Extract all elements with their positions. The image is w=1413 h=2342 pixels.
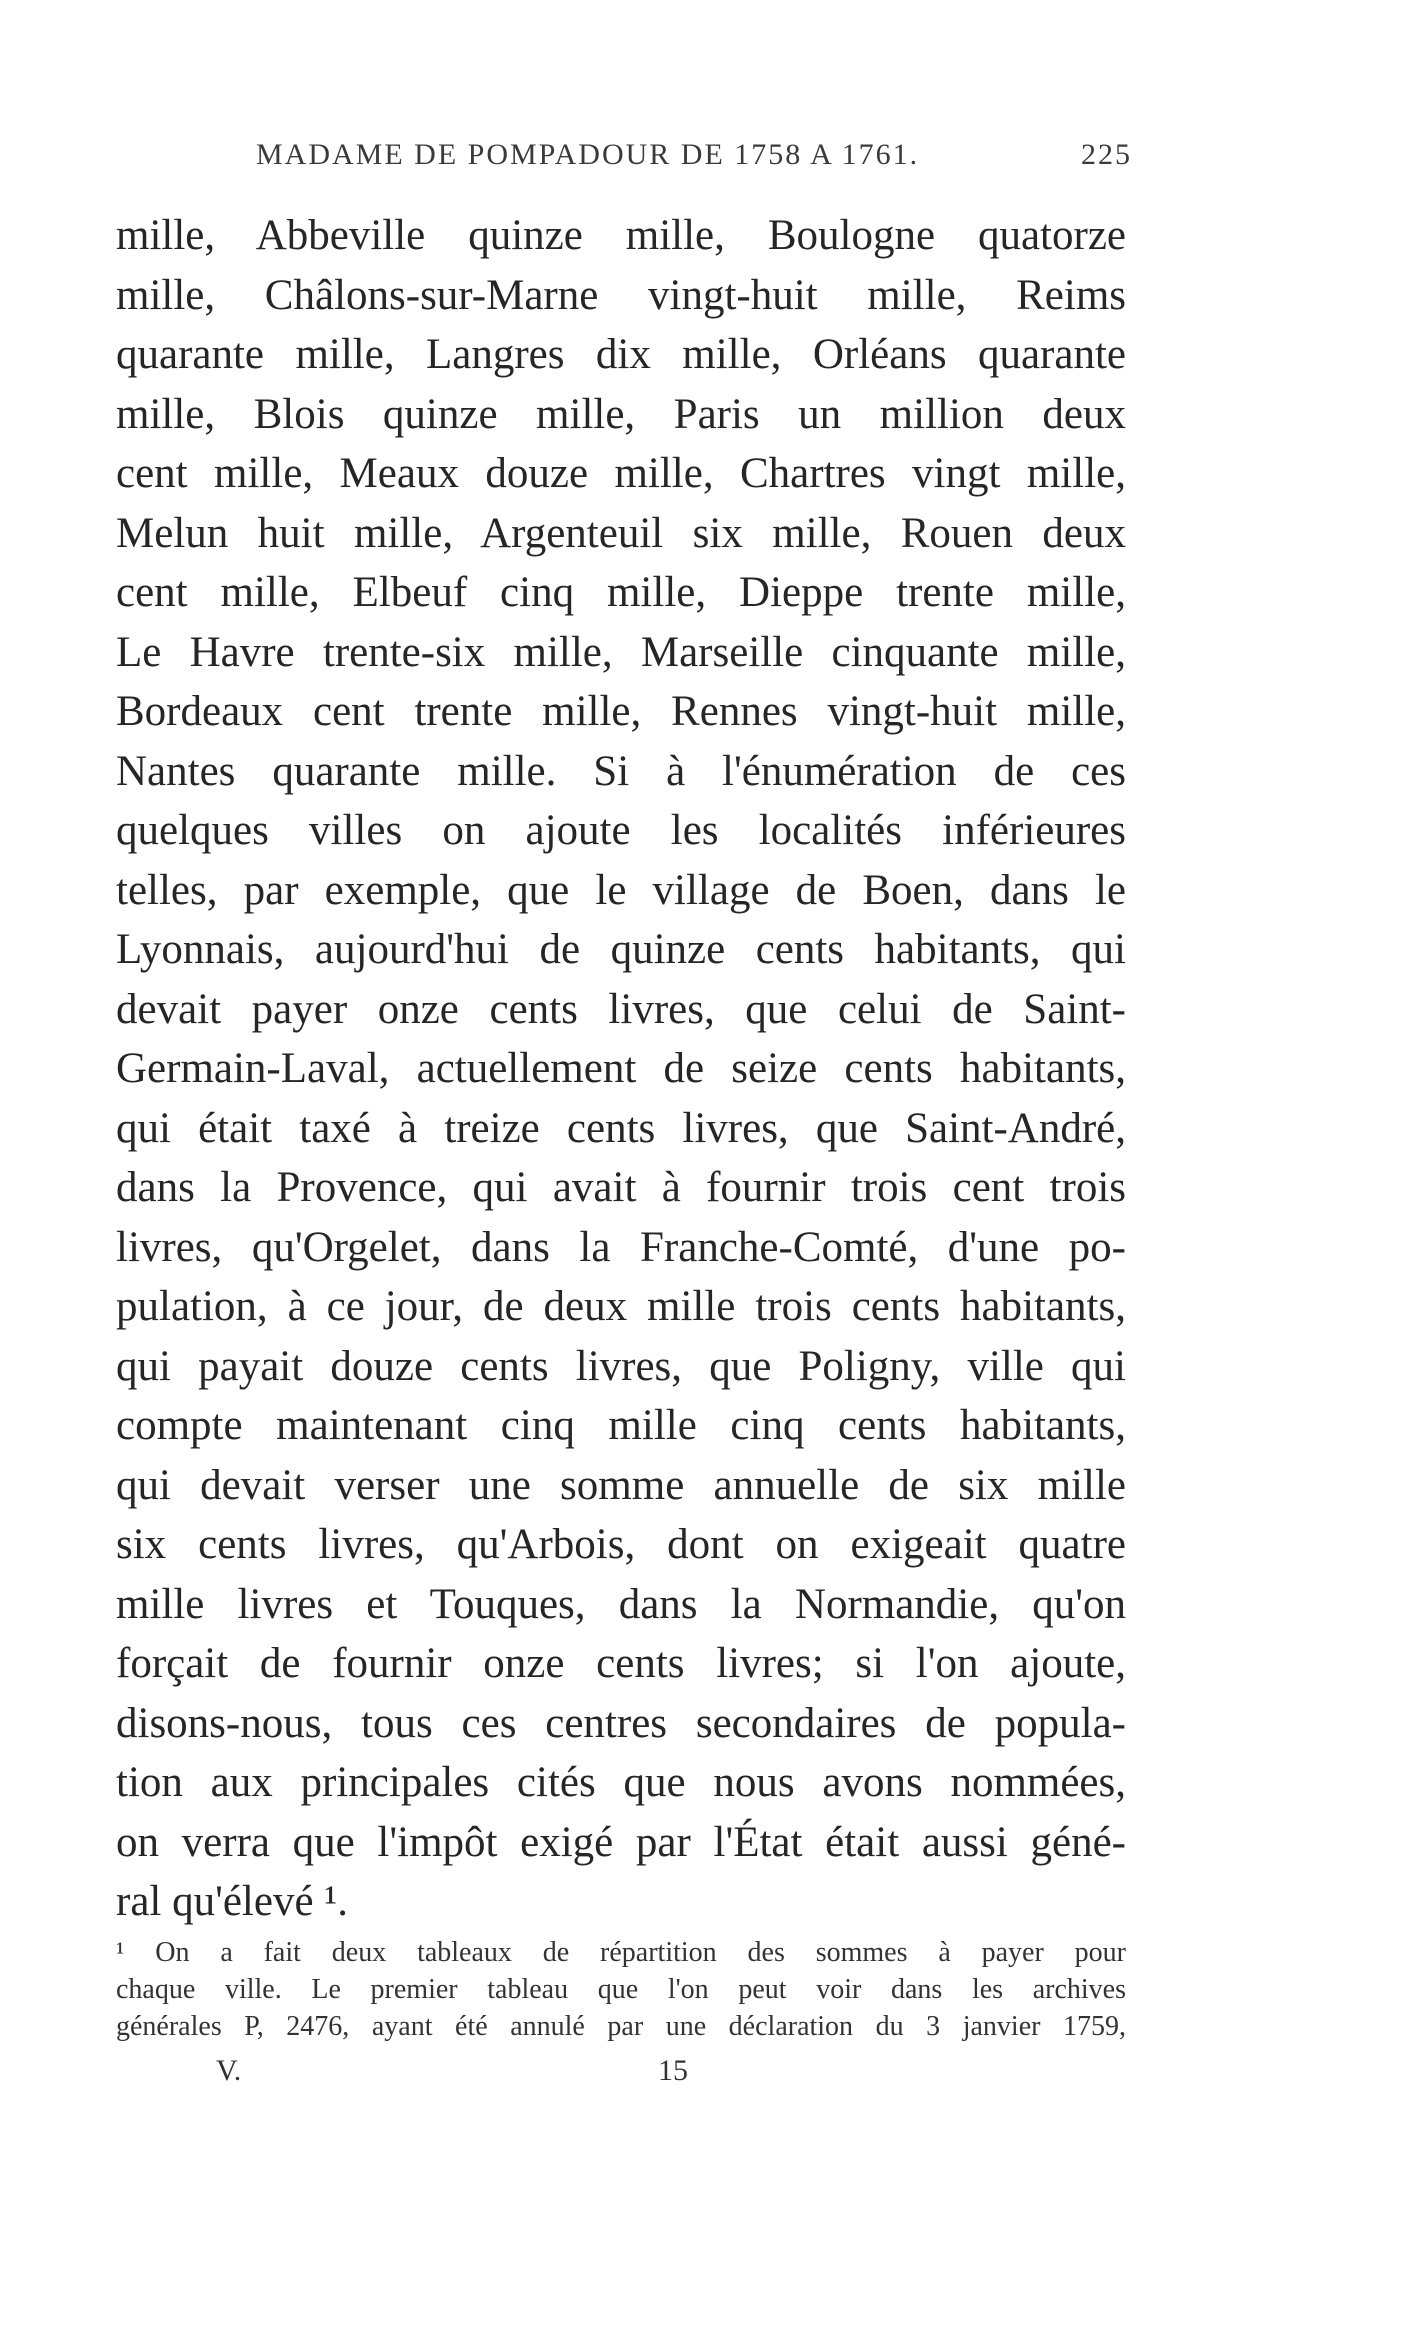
text-line: six cents livres, qu'Arbois, dont on exigeait quatre xyxy=(116,1521,1126,1568)
text-line: dans la Provence, qui avait à fournir trois cent trois xyxy=(116,1164,1126,1211)
text-line: Germain-Laval, actuellement de seize cents habitants, xyxy=(116,1045,1126,1092)
text-line: forçait de fournir onze cents livres; si l'on ajoute, xyxy=(116,1640,1126,1687)
running-head-title: MADAME DE POMPADOUR DE 1758 A 1761. xyxy=(256,138,920,171)
running-head xyxy=(256,138,1132,188)
text-line: tion aux principales cités que nous avons nommées, xyxy=(116,1759,1126,1806)
footnote-line: générales P, 2476, ayant été annulé par une déclaration du 3 janvier 1759, xyxy=(116,2011,1126,2042)
page-number: 225 xyxy=(1081,138,1132,171)
text-line: telles, par exemple, que le village de Boen, dans le xyxy=(116,866,1126,914)
text-line: compte maintenant cinq mille cinq cents habitants, xyxy=(116,1402,1126,1449)
footnote xyxy=(116,1934,1126,2045)
footnote-line: ¹ On a fait deux tableaux de répartition des sommes à payer pour xyxy=(116,1937,1126,1968)
text-line: qui devait verser une somme annuelle de six mille xyxy=(116,1461,1126,1509)
signature-mark: 15 xyxy=(658,2054,688,2087)
text-line: devait payer onze cents livres, que celui de Saint- xyxy=(116,985,1126,1033)
text-line: Le Havre trente-six mille, Marseille cinquante mille, xyxy=(116,628,1126,676)
text-line: disons-nous, tous ces centres secondaires de popula- xyxy=(116,1699,1126,1747)
text-line: cent mille, Meaux douze mille, Chartres vingt mille, xyxy=(116,450,1126,497)
text-line: mille, Abbeville quinze mille, Boulogne quatorze xyxy=(116,212,1126,259)
text-line: on verra que l'impôt exigé par l'État était aussi géné- xyxy=(116,1818,1126,1866)
text-line: qui payait douze cents livres, que Poligny, ville qui xyxy=(116,1342,1126,1390)
text-line: Bordeaux cent trente mille, Rennes vingt-huit mille, xyxy=(116,688,1126,735)
text-line: mille livres et Touques, dans la Normandie, qu'on xyxy=(116,1580,1126,1628)
body-text xyxy=(116,206,1126,1932)
text-line: Nantes quarante mille. Si à l'énumération de ces xyxy=(116,747,1126,795)
text-line: Melun huit mille, Argenteuil six mille, Rouen deux xyxy=(116,509,1126,557)
text-line: Lyonnais, aujourd'hui de quinze cents habitants, qui xyxy=(116,926,1126,973)
text-line: mille, Châlons-sur-Marne vingt-huit mille, Reims xyxy=(116,271,1126,319)
text-line: livres, qu'Orgelet, dans la Franche-Comté, d'une po- xyxy=(116,1223,1126,1271)
text-line: qui était taxé à treize cents livres, que Saint-André, xyxy=(116,1104,1126,1152)
signature-line xyxy=(0,2054,1413,2094)
text-line: cent mille, Elbeuf cinq mille, Dieppe trente mille, xyxy=(116,569,1126,616)
text-line: mille, Blois quinze mille, Paris un million deux xyxy=(116,390,1126,438)
text-line: ral qu'élevé ¹. xyxy=(116,1878,348,1925)
volume-mark: V. xyxy=(216,2054,242,2087)
footnote-line: chaque ville. Le premier tableau que l'on peut voir dans les archives xyxy=(116,1974,1126,2005)
text-line: quelques villes on ajoute les localités inférieures xyxy=(116,807,1126,854)
text-line: pulation, à ce jour, de deux mille trois cents habitants, xyxy=(116,1283,1126,1330)
text-line: quarante mille, Langres dix mille, Orléans quarante xyxy=(116,331,1126,378)
